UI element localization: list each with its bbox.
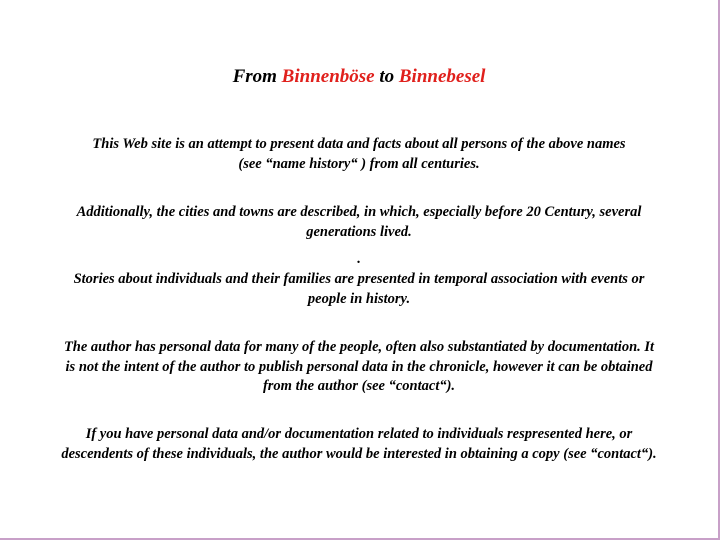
- request-line-2: descendents of these individuals, the author would be interested in obtaining a copy (see “contact“).: [61, 445, 657, 462]
- cities-line-1: Additionally, the cities and towns are described, in which, especially before 20 Century, several: [76, 204, 642, 220]
- separator-dot: [0, 250, 718, 270]
- stories-paragraph: [0, 270, 718, 309]
- title-name-binnenboese: Binnenböse: [281, 66, 375, 87]
- intro-line-2: (see “name history“ ) from all centuries.: [238, 155, 480, 172]
- title-name-binnebesel: Binnebesel: [398, 66, 486, 87]
- title-prefix: From: [232, 66, 282, 87]
- cities-line-2: generations lived.: [306, 223, 412, 240]
- stories-line-1: Stories about individuals and their families are presented in temporal association with events or: [73, 271, 645, 287]
- separator-text: .: [357, 251, 361, 267]
- intro-line-1: This Web site is an attempt to present data and facts about all persons of the above names: [92, 136, 626, 152]
- stories-line-2: people in history.: [307, 290, 411, 307]
- author-line-1: The author has personal data for many of the people, often also substantiated by documentation. It: [63, 339, 655, 355]
- author-line-2: is not the intent of the author to publish personal data in the chronicle, however it can be obtained: [65, 358, 653, 375]
- intro-paragraph: [0, 135, 718, 174]
- request-paragraph: [0, 425, 718, 464]
- author-line-3: from the author (see “contact“).: [262, 378, 456, 394]
- page-title: [0, 66, 718, 88]
- cities-paragraph: [0, 203, 718, 242]
- author-paragraph: [0, 338, 718, 397]
- request-line-1: If you have personal data and/or documentation related to individuals respresented here, or: [85, 426, 633, 442]
- title-connector: to: [374, 66, 399, 87]
